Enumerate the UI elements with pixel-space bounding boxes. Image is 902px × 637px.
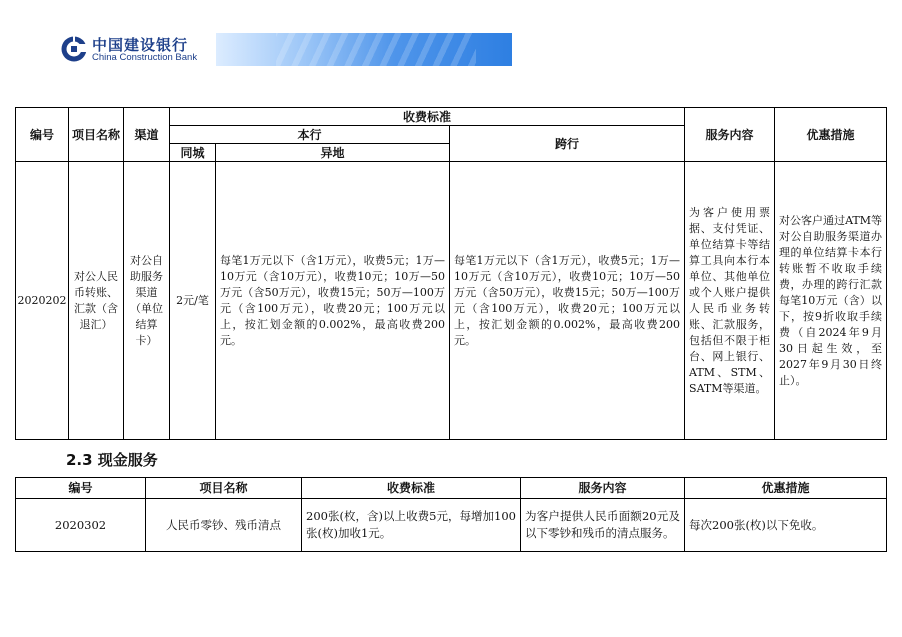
header-cross-bank: 跨行 xyxy=(450,126,685,162)
cash-header-item-name: 项目名称 xyxy=(146,478,302,499)
cash-row-service: 为客户提供人民币面额20元及以下零钞和残币的清点服务。 xyxy=(521,499,685,552)
row-same-city-fee: 2元/笔 xyxy=(170,162,216,440)
header-item-name: 项目名称 xyxy=(69,108,124,162)
row-discount: 对公客户通过ATM等对公自助服务渠道办理的单位结算卡本行转账暂不收取手续费，办理的跨行汇款每笔10万元（含）以下，按9折收取手续费（自2024年9月30日起生效，至2027年9月30日终止）。 xyxy=(775,162,887,440)
header-same-city: 同城 xyxy=(170,144,216,162)
cash-row-item-name: 人民币零钞、残币清点 xyxy=(146,499,302,552)
brand-name-en: China Construction Bank xyxy=(92,52,198,63)
header-discount: 优惠措施 xyxy=(775,108,887,162)
cash-header-fee-standard: 收费标准 xyxy=(302,478,521,499)
cash-row-discount: 每次200张(枚)以下免收。 xyxy=(685,499,887,552)
cash-header-service: 服务内容 xyxy=(521,478,685,499)
fee-table-cash xyxy=(15,477,887,552)
header-channel: 渠道 xyxy=(124,108,170,162)
brand-name-cn: 中国建设银行 xyxy=(92,36,189,54)
fee-table-transfer xyxy=(15,107,887,440)
logo-area xyxy=(60,33,216,66)
header-code: 编号 xyxy=(16,108,69,162)
cash-header-discount: 优惠措施 xyxy=(685,478,887,499)
banner-graphic xyxy=(216,33,512,66)
cash-row-fee-standard: 200张(枚，含)以上收费5元，每增加100张(枚)加收1元。 xyxy=(302,499,521,552)
row-code: 2020202 xyxy=(16,162,69,440)
row-item-name: 对公人民币转账、汇款（含退汇） xyxy=(69,162,124,440)
ccb-logo-icon xyxy=(60,35,88,63)
row-other-city-fee: 每笔1万元以下（含1万元），收费5元；1万—10万元（含10万元），收费10元；10万—50万元（含50万元），收费15元；50万—100万元（含100万元），收费20元；100万元以上，按汇划金额的0.002%，最高收费200元。 xyxy=(216,162,450,440)
section-title: 2.3 现金服务 xyxy=(66,451,158,469)
cash-row-code: 2020302 xyxy=(16,499,146,552)
header-other-city: 异地 xyxy=(216,144,450,162)
header-own-bank: 本行 xyxy=(170,126,450,144)
row-cross-bank-fee: 每笔1万元以下（含1万元），收费5元；1万—10万元（含10万元），收费10元；10万—50万元（含50万元），收费15元；50万—100万元（含100万元），收费20元；100万元以上，按汇划金额的0.002%，最高收费200元。 xyxy=(450,162,685,440)
row-channel: 对公自助服务渠道（单位结算卡） xyxy=(124,162,170,440)
row-service: 为客户使用票据、支付凭证、单位结算卡等结算工具向本行本单位、其他单位或个人账户提供人民币业务转账、汇款服务，包括但不限于柜台、网上银行、ATM、STM、SATM等渠道。 xyxy=(685,162,775,440)
cash-header-code: 编号 xyxy=(16,478,146,499)
header-banner xyxy=(60,33,512,66)
header-fee-standard: 收费标准 xyxy=(170,108,685,126)
header-service: 服务内容 xyxy=(685,108,775,162)
